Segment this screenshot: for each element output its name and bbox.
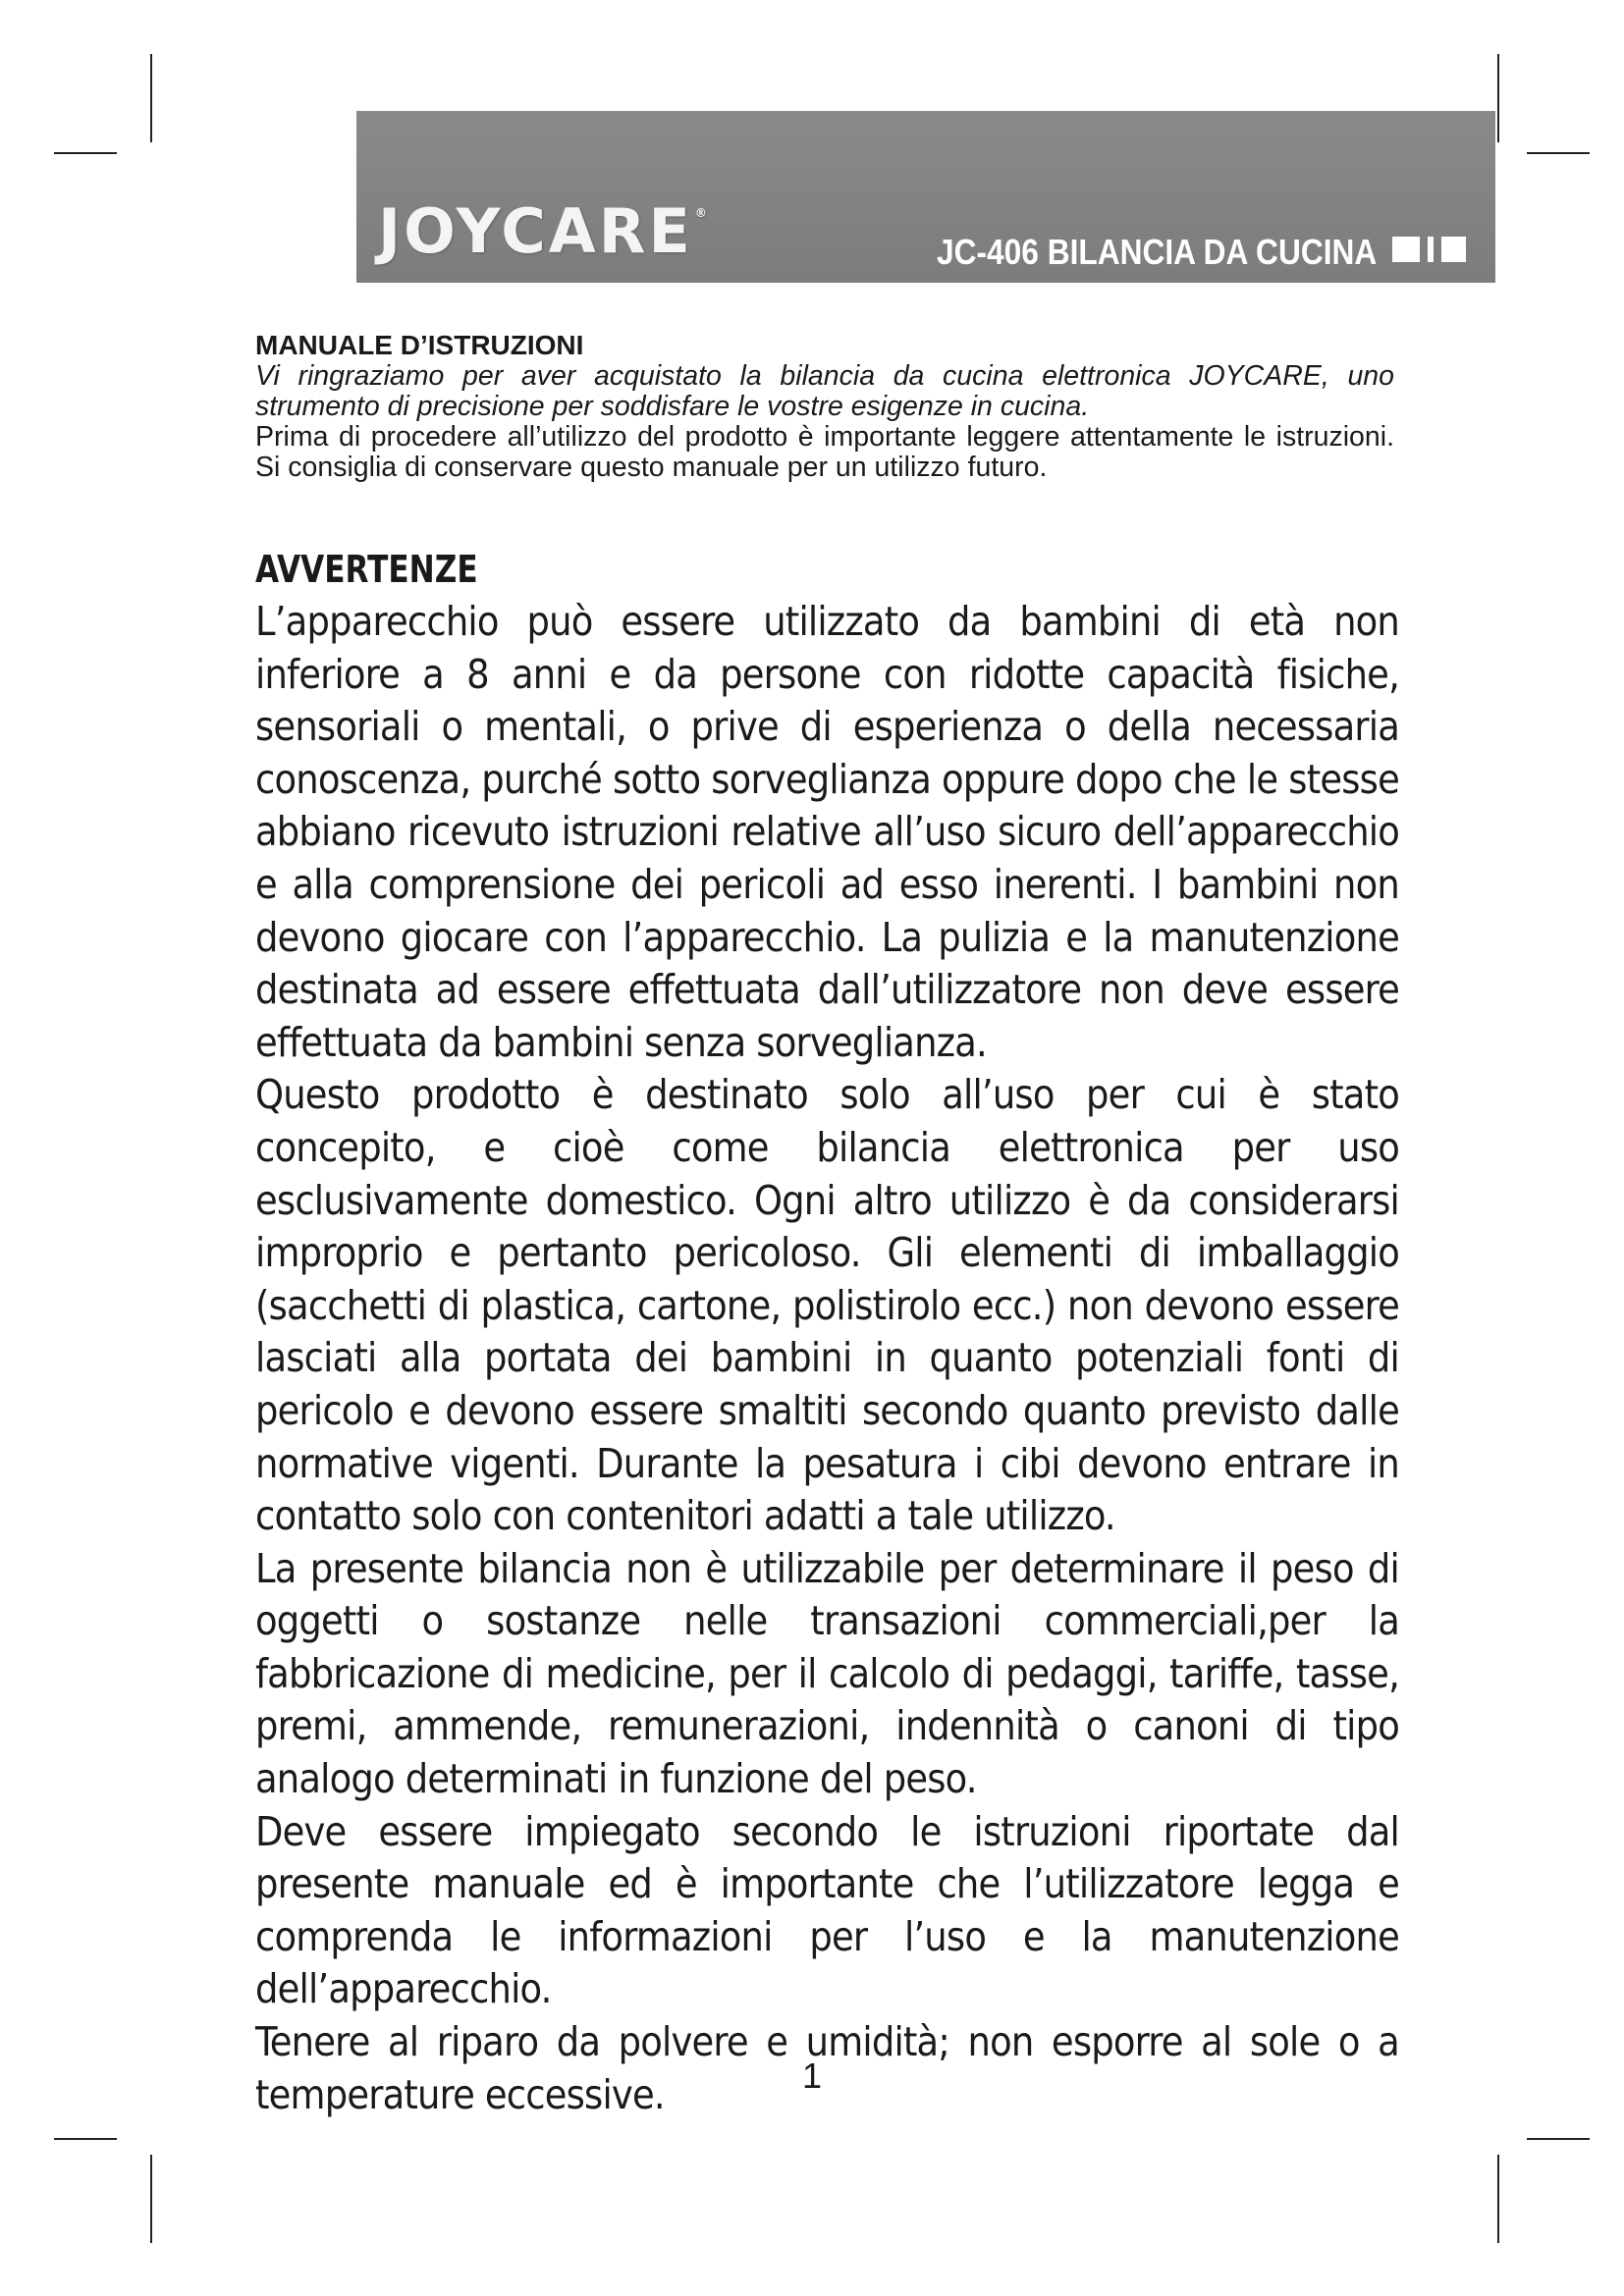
page-tab-block (1428, 237, 1434, 262)
brand-logo-text: JOYCARE (378, 195, 693, 267)
model-title: JC-406 BILANCIA DA CUCINA (937, 232, 1378, 272)
warning-paragraph: Deve essere impiegato secondo le istruzioni riportate dal presente manuale ed è importante che l’utilizzatore legga e comprenda le informazioni per l’uso e la manutenzione dell’apparecchio. (255, 1807, 1399, 2013)
warning-paragraph: La presente bilancia non è utilizzabile per determinare il peso di oggetti o sostanze nelle transazioni commerciali,per la fabbricazione di medicine, per il calcolo di pedaggi, tariffe, tasse, premi, ammende, remunerazioni, indennità o canoni di tipo analogo determinati in funzione del peso. (255, 1544, 1399, 1803)
page-number: 1 (801, 2056, 823, 2096)
intro-thanks-text: Vi ringraziamo per aver acquistato la bilancia da cucina elettronica JOYCARE, uno strumento di precisione per soddisfare le vostre esigenze in cucina. (255, 360, 1394, 422)
header-band (356, 111, 1495, 283)
warnings-body (255, 596, 1399, 2121)
intro-section (255, 329, 1394, 483)
crop-mark-top-left-vertical (150, 54, 152, 142)
warning-paragraph: L’apparecchio può essere utilizzato da bambini di età non inferiore a 8 anni e da persone con ridotte capacità fisiche, sensoriali o mentali, o prive di esperienza o della necessaria conoscenza, purché sotto sorveglianza oppure dopo che le stesse abbiano ricevuto istruzioni relative all’uso sicuro dell’apparecchio e alla comprensione dei pericoli ad esso inerenti. I bambini non devono giocare con l’apparecchio. La pulizia e la manutenzione destinata ad essere effettuata dall’utilizzatore non deve essere effettuata da bambini senza sorveglianza. (255, 598, 1399, 1066)
intro-instructions-text: Prima di procedere all’utilizzo del prodotto è importante leggere attentamente le istruzioni. Si consiglia di conservare questo manuale per un utilizzo futuro. (255, 421, 1394, 483)
brand-logo (378, 195, 710, 267)
page-tab-icon (1392, 237, 1466, 262)
page-tab-block (1441, 237, 1466, 262)
warning-paragraph: Tenere al riparo da polvere e umidità; non esporre al sole o a temperature eccessive. (255, 2018, 1399, 2118)
crop-mark-bottom-left-vertical (150, 2155, 152, 2243)
crop-mark-bottom-right-horizontal (1527, 2138, 1590, 2140)
warnings-section (255, 547, 1399, 2121)
warning-paragraph: Questo prodotto è destinato solo all’uso per cui è stato concepito, e cioè come bilancia elettronica per uso esclusivamente domestico. Ogni altro utilizzo è da considerarsi improprio e pertanto pericoloso. Gli elementi di imballaggio (sacchetti di plastica, cartone, polistirolo ecc.) non devono essere lasciati alla portata dei bambini in quanto potenziali fonti di pericolo e devono essere smaltiti secondo quanto previsto dalle normative vigenti. Durante la pesatura i cibi devono entrare in contatto solo con contenitori adatti a tale utilizzo. (255, 1071, 1399, 1540)
manual-heading: MANUALE D’ISTRUZIONI (255, 330, 584, 360)
crop-mark-bottom-right-vertical (1497, 2155, 1499, 2243)
crop-mark-top-right-horizontal (1527, 152, 1590, 154)
crop-mark-top-right-vertical (1497, 54, 1499, 142)
warnings-heading: AVVERTENZE (255, 548, 478, 591)
page-tab-block (1392, 237, 1420, 262)
crop-mark-bottom-left-horizontal (54, 2138, 117, 2140)
crop-mark-top-left-horizontal (54, 152, 117, 154)
registered-mark: ® (694, 206, 710, 220)
